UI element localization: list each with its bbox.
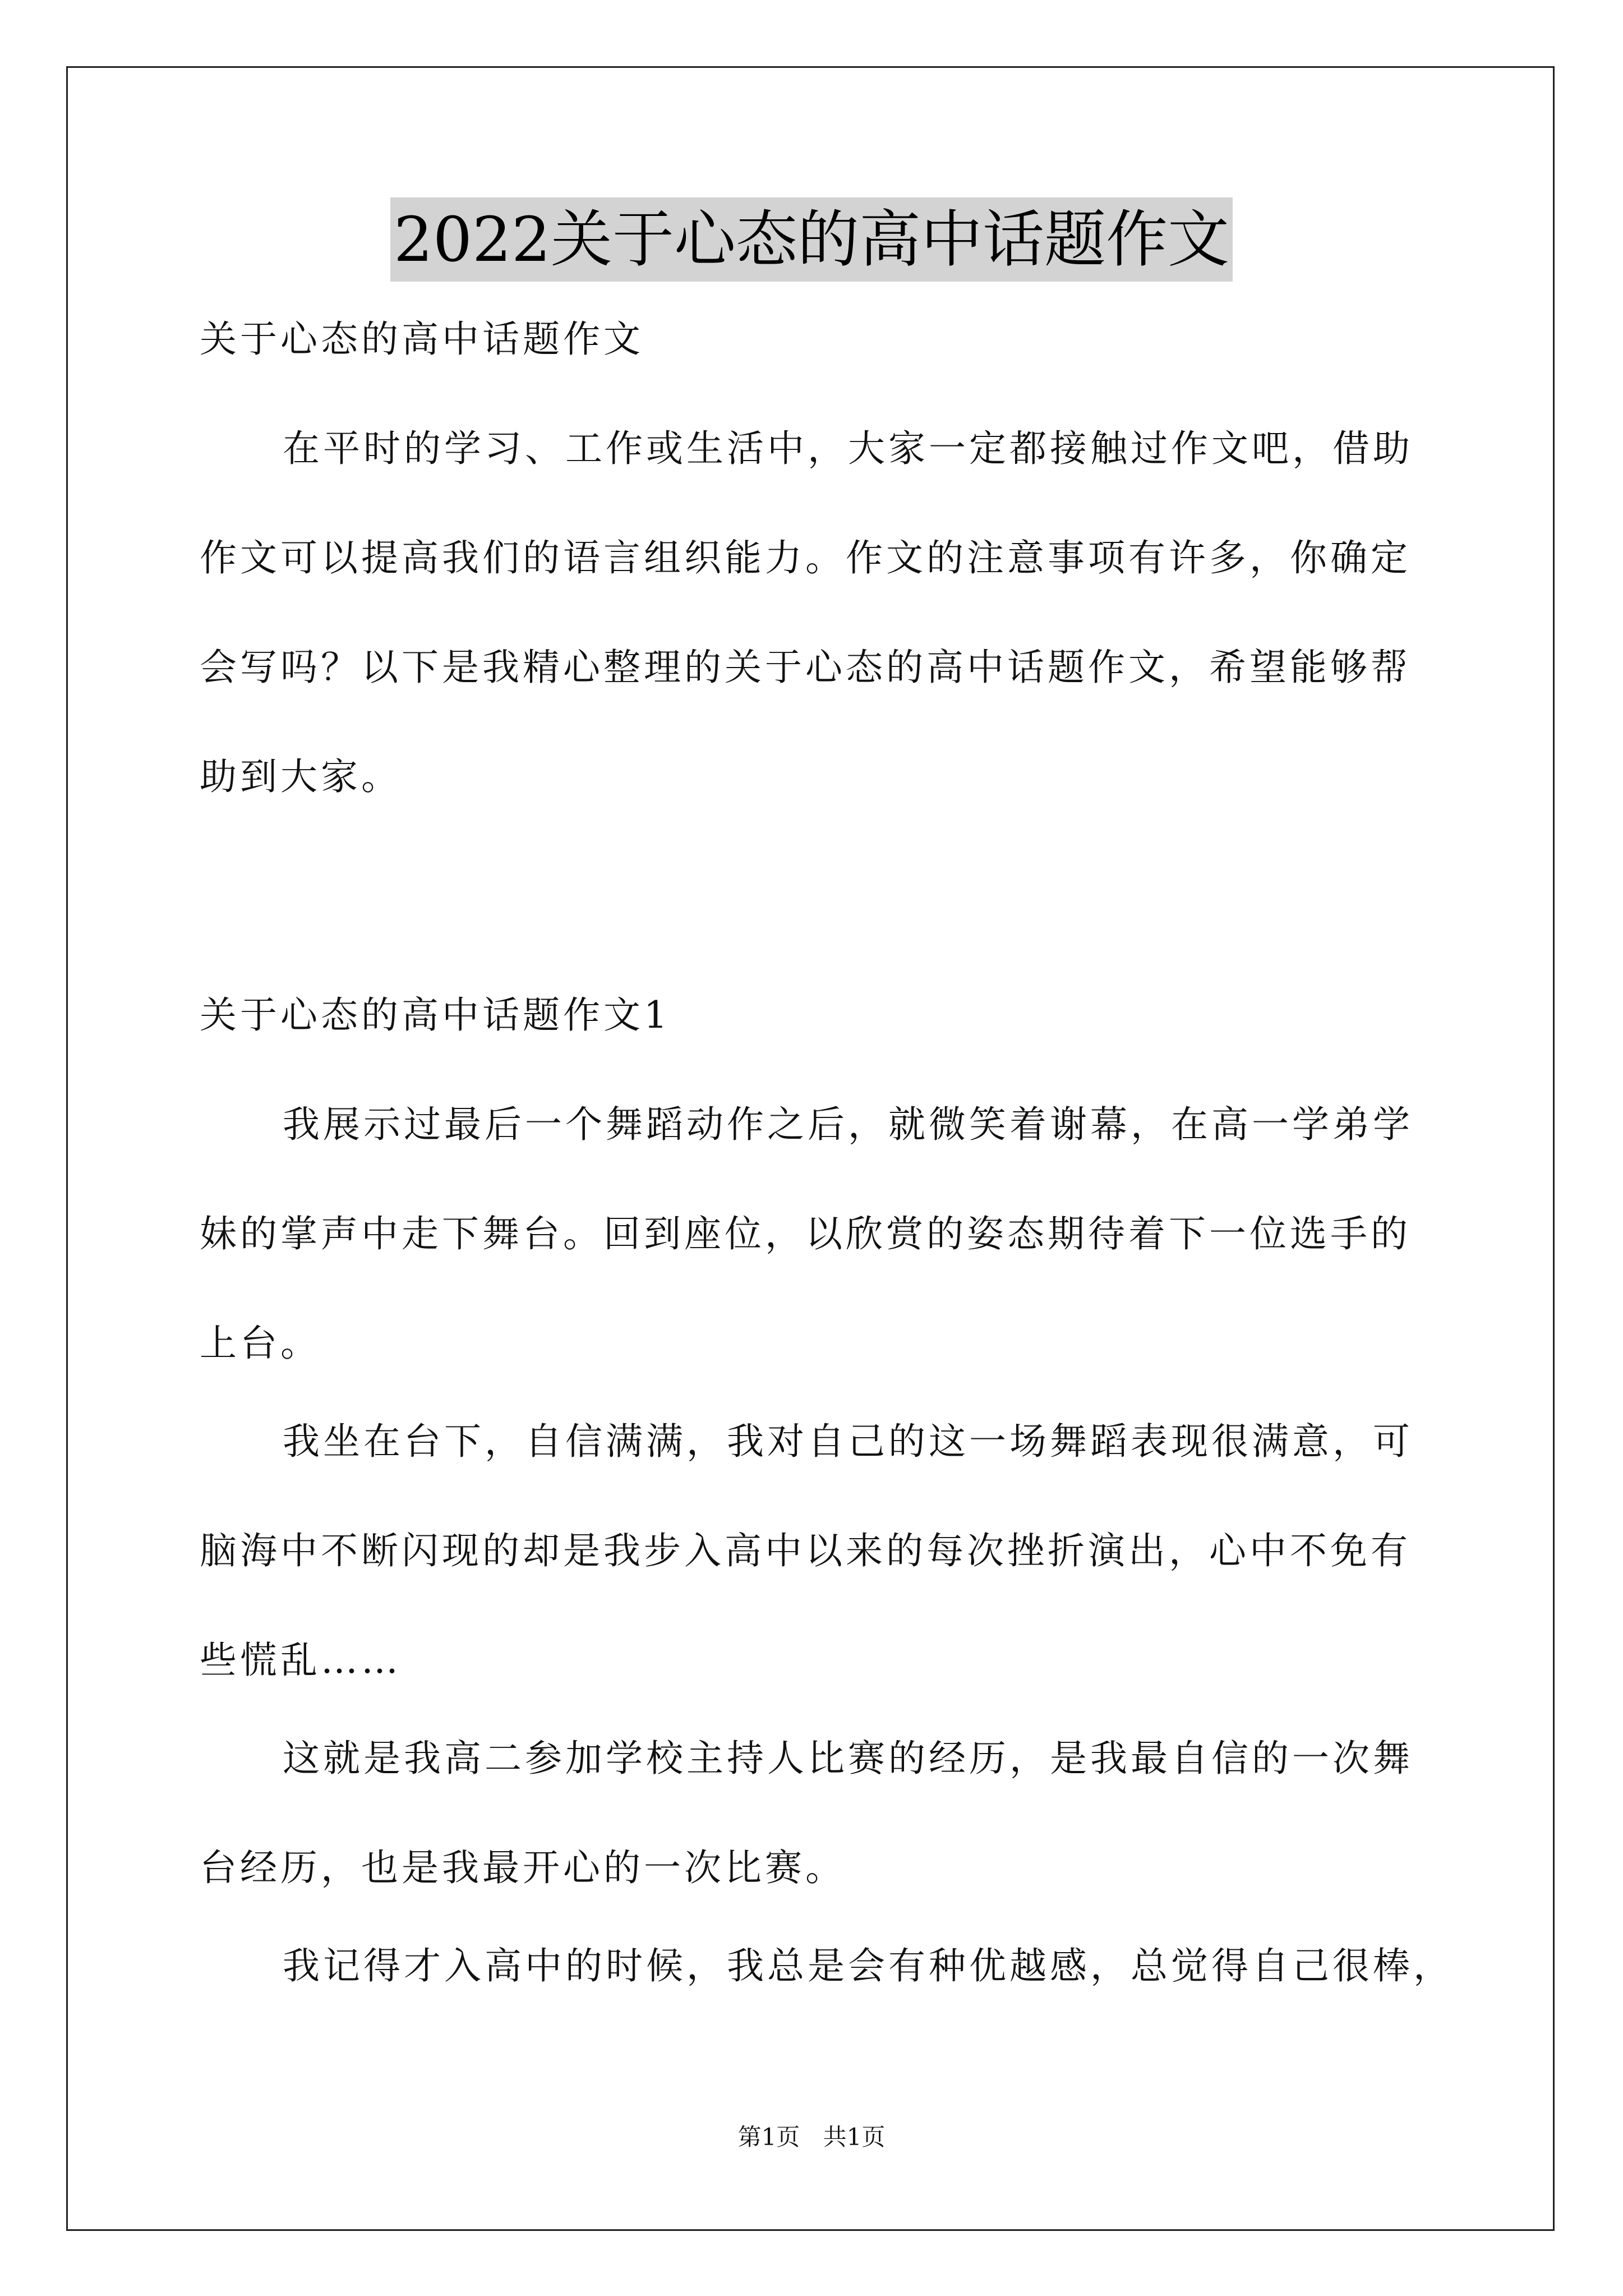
text-line: 作文可以提高我们的语言组织能力。作文的注意事项有许多，你确定 (200, 536, 1411, 579)
text-line: 我展示过最后一个舞蹈动作之后，就微笑着谢幕，在高一学弟学 (283, 1103, 1413, 1146)
text-line: 上台。 (200, 1322, 321, 1365)
text-line: 这就是我高二参加学校主持人比赛的经历，是我最自信的一次舞 (283, 1737, 1413, 1780)
text-line: 助到大家。 (200, 755, 402, 798)
document-title: 2022关于心态的高中话题作文 (390, 197, 1233, 282)
title-wrap (0, 197, 1623, 282)
intro-heading: 关于心态的高中话题作文 (200, 318, 644, 361)
text-line: 在平时的学习、工作或生活中，大家一定都接触过作文吧，借助 (283, 427, 1413, 470)
page-footer (0, 2120, 1623, 2154)
text-line: 脑海中不断闪现的却是我步入高中以来的每次挫折演出，心中不免有 (200, 1529, 1411, 1572)
page-current: 第1页 (737, 2123, 800, 2151)
text-line: 些慌乱…… (200, 1639, 402, 1682)
text-line: 妹的掌声中走下舞台。回到座位，以欣赏的姿态期待着下一位选手的 (200, 1212, 1411, 1255)
page-total: 共1页 (823, 2123, 886, 2151)
text-line: 我记得才入高中的时候，我总是会有种优越感，总觉得自己很棒， (283, 1944, 1454, 1987)
essay-heading: 关于心态的高中话题作文1 (200, 993, 671, 1037)
text-line: 我坐在台下，自信满满，我对自己的这一场舞蹈表现很满意，可 (283, 1420, 1413, 1463)
text-line: 台经历，也是我最开心的一次比赛。 (200, 1846, 846, 1889)
text-line: 会写吗？以下是我精心整理的关于心态的高中话题作文，希望能够帮 (200, 646, 1411, 689)
